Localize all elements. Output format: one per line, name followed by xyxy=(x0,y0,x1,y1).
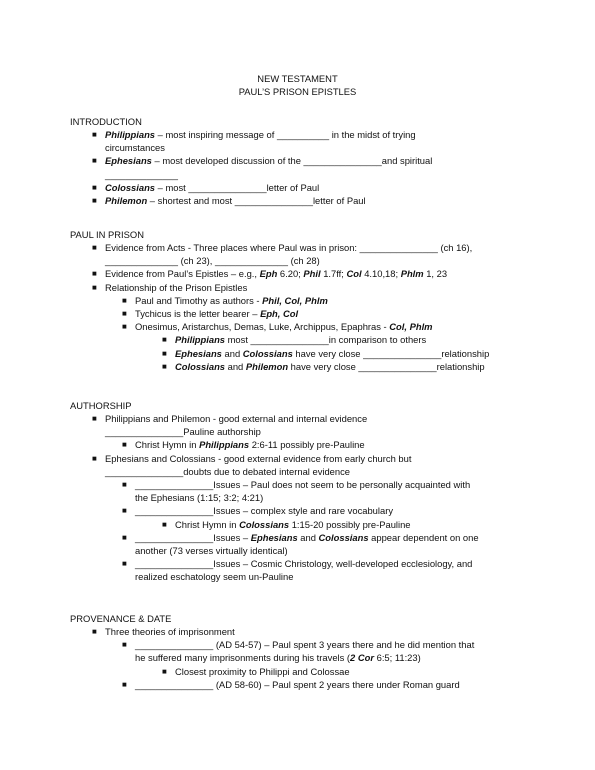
list-item xyxy=(70,504,479,517)
text-run: 2:6-11 possibly pre-Pauline xyxy=(249,439,365,451)
list-item-continuation xyxy=(70,425,479,438)
list-item xyxy=(70,154,432,167)
list-item xyxy=(70,333,489,346)
text-run: Phil, Col, Phlm xyxy=(262,294,328,306)
list-item-continuation xyxy=(70,465,479,478)
list-item-continuation xyxy=(70,544,479,557)
text-run: - good external and internal evidence xyxy=(210,413,368,424)
section-items xyxy=(70,241,489,373)
text-run: Evidence from Paul’s Epistles xyxy=(105,268,229,280)
text-run: – complex style and rare vocabulary xyxy=(240,505,394,517)
text-run: – most inspiring message of __________ in the midst of trying xyxy=(155,129,416,140)
text-run: Christ Hymn in xyxy=(135,439,200,451)
list-item xyxy=(70,320,489,333)
text-run: Colossians xyxy=(239,518,290,530)
text-run: ______________ xyxy=(105,168,178,180)
doc-subtitle: PAUL’S PRISON EPISTLES xyxy=(238,86,357,97)
bullet-icon: ■ xyxy=(162,348,167,358)
bullet-icon: ■ xyxy=(92,269,97,279)
list-item xyxy=(70,452,479,465)
bullet-icon: ■ xyxy=(92,156,97,166)
text-run: 6:5; 11:23) xyxy=(374,652,421,664)
text-run: Relationship of the Prison Epistles xyxy=(105,281,248,293)
bullet-icon: ■ xyxy=(162,519,167,529)
text-run: Phlm xyxy=(400,268,424,280)
text-run: realized eschatology seem un-Pauline xyxy=(135,571,294,583)
text-run: 1.7ff; xyxy=(320,268,347,280)
text-run: – e.g., xyxy=(228,268,260,280)
list-item xyxy=(70,625,474,638)
list-item-continuation xyxy=(70,651,474,664)
list-item xyxy=(70,128,432,141)
text-run: Christ Hymn in xyxy=(175,518,240,530)
text-run: and xyxy=(221,347,243,359)
section-provenance xyxy=(70,612,474,691)
text-run: _______________ xyxy=(135,558,214,570)
list-item xyxy=(70,281,489,294)
bullet-icon: ■ xyxy=(122,559,127,569)
section-heading: PAUL IN PRISON xyxy=(70,229,144,240)
text-run: Colossians xyxy=(242,347,293,359)
text-run: Colossians xyxy=(175,360,226,372)
bullet-icon: ■ xyxy=(92,627,97,636)
text-run: Eph xyxy=(259,268,278,280)
text-run: Ephesians xyxy=(175,347,222,359)
text-run: 6.20; xyxy=(277,268,304,280)
text-run: (73 verses virtually identical) xyxy=(169,545,288,557)
bullet-icon: ■ xyxy=(162,666,167,676)
bullet-icon: ■ xyxy=(122,480,127,490)
text-run: Closest proximity to xyxy=(175,665,260,677)
bullet-icon: ■ xyxy=(92,196,97,206)
list-item xyxy=(70,412,479,425)
text-run: he suffered many imprisonments during his travels ( xyxy=(135,652,351,664)
text-run: have very close _______________relationship xyxy=(292,347,490,359)
text-run: Philippians xyxy=(105,129,156,140)
list-item xyxy=(70,665,474,678)
text-run: – most _______________letter of Paul xyxy=(155,181,320,193)
text-run: appear dependent on one xyxy=(368,531,479,543)
text-run: the Ephesians (1:15; 3:2; 4:21) xyxy=(135,492,264,504)
doc-title: NEW TESTAMENT xyxy=(257,73,338,84)
list-item xyxy=(70,241,489,254)
text-run: Colossians xyxy=(318,531,369,543)
text-run: Philippians xyxy=(199,439,250,451)
text-run: _______________ xyxy=(135,479,214,491)
text-run: Paul and Timothy as authors - xyxy=(135,294,263,306)
bullet-icon: ■ xyxy=(92,243,97,252)
section-heading: AUTHORSHIP xyxy=(70,400,132,411)
text-run: Philemon xyxy=(105,195,148,207)
text-run: Three theories of imprisonment xyxy=(105,626,235,637)
text-run: _______________doubts due to debated internal evidence xyxy=(105,465,351,477)
list-item xyxy=(70,557,479,570)
text-run: Issues xyxy=(213,505,241,517)
text-run: 2 Cor xyxy=(350,652,374,664)
bullet-icon: ■ xyxy=(122,679,127,689)
text-run: – Paul does not seem to be personally acquainted with xyxy=(240,479,471,491)
bullet-icon: ■ xyxy=(92,453,97,463)
text-run: Evidence from Acts xyxy=(105,242,186,253)
list-item-continuation xyxy=(70,141,432,154)
text-run: _______________Pauline authorship xyxy=(105,426,261,438)
text-run: Col xyxy=(346,268,362,280)
section-items xyxy=(70,128,432,207)
bullet-icon: ■ xyxy=(122,309,127,319)
list-item xyxy=(70,531,479,544)
text-run: _______________ (AD 54-57) – Paul spent 3 years there and he did mention that xyxy=(135,639,475,651)
text-run: – most developed discussion of the _______________and spiritual xyxy=(151,155,433,167)
list-item xyxy=(70,347,489,360)
text-run: _______________ xyxy=(135,531,214,543)
list-item-continuation xyxy=(70,168,432,181)
bullet-icon: ■ xyxy=(162,361,167,371)
text-run: Philippians and Philemon xyxy=(105,413,211,424)
bullet-icon: ■ xyxy=(162,335,167,345)
text-run: Ephesians xyxy=(250,531,298,543)
text-run: Issues xyxy=(213,558,241,570)
text-run: and xyxy=(297,531,319,543)
text-run: _______________ xyxy=(135,505,214,517)
text-run: Philemon xyxy=(245,360,289,372)
text-run: most _______________in comparison to others xyxy=(225,334,427,346)
list-item xyxy=(70,360,489,373)
text-run: 4.10,18; xyxy=(361,268,401,280)
bullet-icon: ■ xyxy=(122,640,127,650)
text-run: – shortest and most _______________letter of Paul xyxy=(147,195,366,207)
section-authorship xyxy=(70,399,479,584)
list-item xyxy=(70,518,479,531)
text-run: ______________ (ch 23), ______________ (ch 28) xyxy=(105,255,320,267)
text-run: Issues xyxy=(213,531,241,543)
text-run: Philippians xyxy=(175,334,226,346)
text-run: Onesimus, Aristarchus, Demas, Luke, Archippus, Epaphras - xyxy=(135,321,390,333)
list-item xyxy=(70,181,432,194)
section-items xyxy=(70,412,479,584)
text-run: Ephesians and Colossians xyxy=(105,452,216,464)
section-items xyxy=(70,625,474,691)
text-run: Eph, Col xyxy=(260,308,299,320)
text-run: Issues xyxy=(213,479,241,491)
bullet-icon: ■ xyxy=(92,282,97,292)
text-run: Colossians xyxy=(105,181,156,193)
text-run: another xyxy=(135,545,170,557)
title-block xyxy=(0,72,595,98)
text-run: – xyxy=(240,531,251,543)
text-run: – Cosmic Christology, well-developed ecclesiology, and xyxy=(240,558,473,570)
list-item xyxy=(70,294,489,307)
text-run: Philippi and Colossae xyxy=(259,665,350,677)
list-item xyxy=(70,307,489,320)
bullet-icon: ■ xyxy=(92,182,97,192)
text-run: and xyxy=(225,360,246,372)
bullet-icon: ■ xyxy=(92,414,97,423)
text-run: 1:15-20 possibly pre-Pauline xyxy=(289,518,411,530)
text-run: have very close _______________relationship xyxy=(288,360,485,372)
text-run: Phil xyxy=(303,268,321,280)
text-run: 1, 23 xyxy=(423,268,448,280)
bullet-icon: ■ xyxy=(122,295,127,305)
section-heading: PROVENANCE & DATE xyxy=(70,613,172,624)
list-item xyxy=(70,638,474,651)
section-prison xyxy=(70,228,489,373)
text-run: _______________ (AD 58-60) – Paul spent 2 years there under Roman guard xyxy=(135,678,460,690)
text-run: - good external evidence from early church but xyxy=(215,452,412,464)
section-heading: INTRODUCTION xyxy=(70,116,142,127)
list-item-continuation xyxy=(70,570,479,583)
bullet-icon: ■ xyxy=(122,440,127,450)
list-item xyxy=(70,438,479,451)
bullet-icon: ■ xyxy=(122,506,127,516)
text-run: Tychicus is the letter bearer – xyxy=(135,308,261,320)
list-item-continuation xyxy=(70,254,489,267)
list-item xyxy=(70,194,432,207)
list-item xyxy=(70,678,474,691)
bullet-icon: ■ xyxy=(122,322,127,332)
bullet-icon: ■ xyxy=(122,532,127,542)
bullet-icon: ■ xyxy=(92,130,97,139)
list-item-continuation xyxy=(70,491,479,504)
text-run: Ephesians xyxy=(105,155,152,167)
text-run: - Three places where Paul was in prison: _______________ (ch 16), xyxy=(185,242,473,253)
text-run: circumstances xyxy=(105,142,165,154)
text-run: Col, Phlm xyxy=(389,321,433,333)
list-item xyxy=(70,478,479,491)
section-intro xyxy=(70,115,432,207)
list-item xyxy=(70,267,489,280)
